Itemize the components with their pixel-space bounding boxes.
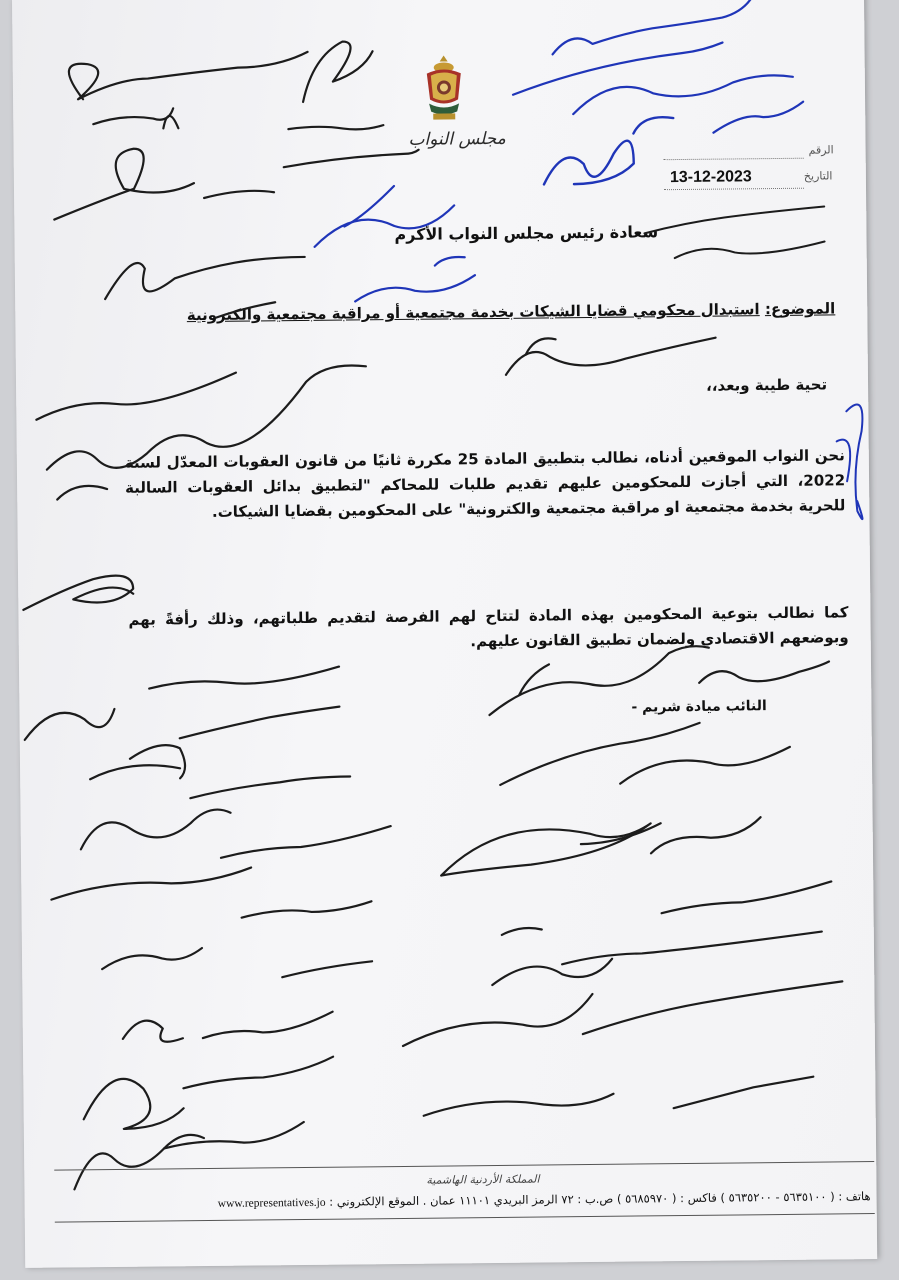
signature-top-left-1 <box>69 52 309 129</box>
signature-top-center <box>282 41 418 167</box>
handwritten-signatures <box>12 0 877 1268</box>
date-value: 13-12-2023 <box>669 168 752 187</box>
signature-mid-center-1 <box>506 337 716 375</box>
footer-org-name: المملكة الأردنية الهاشمية <box>426 1172 540 1187</box>
subject-label: الموضوع: <box>764 299 836 319</box>
council-name: مجلس النواب <box>408 128 506 150</box>
bullet-dash: - <box>631 699 638 716</box>
signature-mid-left-2 <box>105 257 306 319</box>
reference-number-label: الرقم <box>808 143 834 157</box>
greeting: تحية طيبة وبعد،، <box>705 375 828 395</box>
subject-text: استبدال محكومي قضايا الشيكات بخدمة مجتمعية أو مراقبة مجتمعية والكترونية <box>186 300 760 325</box>
signature-left-column <box>24 666 394 1190</box>
letter-page <box>12 0 877 1268</box>
body-paragraph-1: نحن النواب الموقعين أدناه، نطالب بتطبيق المادة 25 مكررة ثانيًا من قانون العقوبات المعدّل لسنة 2022، التي أجازت للمحكومين عليهم تقديم طلبات للمحاكم "لتطبيق بدائل العقوبات السالبة للحرية بخدمة مجتمعية او مراقبة مجتمعية والكترونية" على المحكومين بقضايا الشيكات. <box>124 446 846 521</box>
signature-top-right-1 <box>512 0 803 135</box>
footer-contact-text: هاتف : ( ٥٦٣٥١٠٠ - ٥٦٣٥٢٠٠ ) فاكس : ( ٥٦٨٥٩٧٠ ) ص.ب : ٧٢ الرمز البريدي ١١١٠١ عمان . الموقع الإلكتروني : <box>329 1189 871 1209</box>
signature-mid-right <box>644 207 825 259</box>
addressee: سعادة رئيس مجلس النواب الأكرم <box>394 222 659 245</box>
signature-top-left-2 <box>54 147 275 219</box>
date-label: التاريخ <box>803 169 833 183</box>
footer-website[interactable]: www.representatives.jo <box>217 1196 326 1210</box>
body-paragraph-2: كما نطالب بتوعية المحكومين بهذه المادة لتتاح لهم الفرصة لتقديم طلباتهم، وذلك رأفةً بهم وبوضعهم الاقتصادي ولضمان تطبيق القانون عليهم. <box>128 603 849 651</box>
signatory-name: النائب ميادة شريم <box>642 698 767 716</box>
signature-right-margin <box>836 404 863 519</box>
signature-top-right-scribble <box>543 117 674 184</box>
signature-left-3 <box>36 365 367 499</box>
signature-mid-left-blue <box>314 185 475 302</box>
signature-left-4 <box>23 575 133 609</box>
signature-right-column <box>399 645 844 1116</box>
